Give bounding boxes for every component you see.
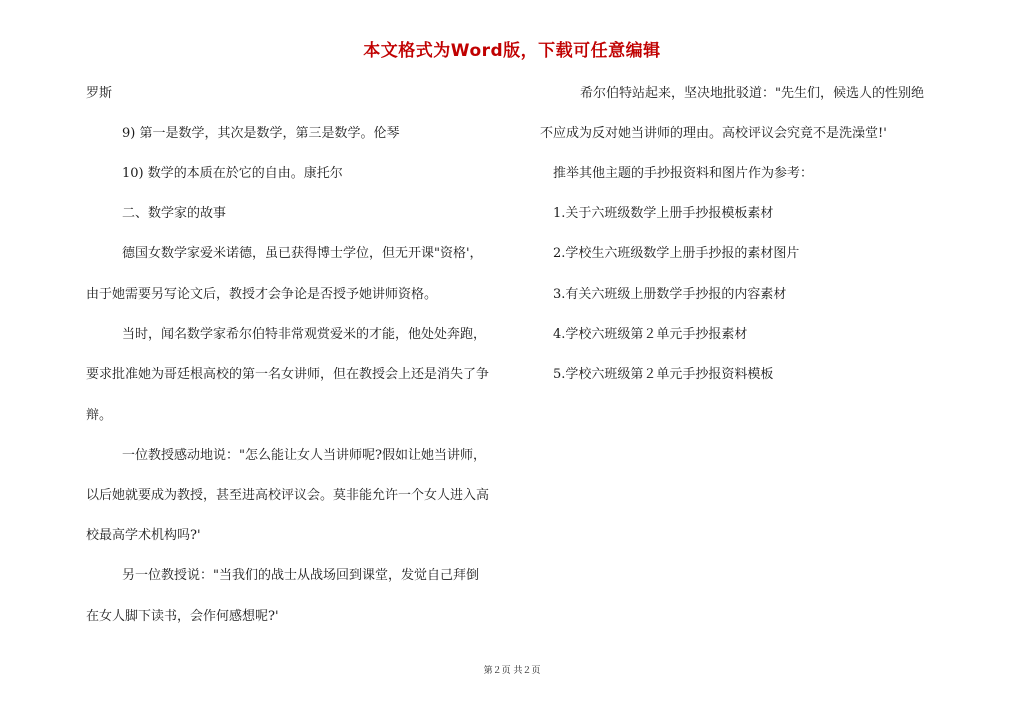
right-line-8: 5.学校六班级第２单元手抄报资料模板 [553, 367, 774, 382]
right-line-5: 2.学校生六班级数学上册手抄报的素材图片 [553, 246, 800, 261]
left-line-1: 罗斯 [86, 86, 113, 101]
document-header-title: 本文格式为Word版，下载可任意编辑 [363, 41, 661, 61]
left-line-11: 以后她就要成为教授，甚至进高校评议会。莫非能允许一个女人进入高 [86, 488, 490, 503]
right-line-6: 3.有关六班级上册数学手抄报的内容素材 [553, 287, 787, 302]
left-line-8: 要求批准她为哥廷根高校的第一名女讲师，但在教授会上还是消失了争 [86, 367, 490, 382]
right-line-2: 不应成为反对她当讲师的理由。高校评议会究竟不是洗澡堂!' [540, 126, 887, 141]
left-line-14: 在女人脚下读书，会作何感想呢?' [86, 609, 279, 624]
left-line-10: 一位教授感动地说："怎么能让女人当讲师呢?假如让她当讲师， [122, 448, 486, 463]
right-line-3: 推举其他主题的手抄报资料和图片作为参考： [553, 166, 814, 181]
right-line-1: 希尔伯特站起来，坚决地批驳道："先生们，候选人的性别绝 [580, 86, 924, 101]
page-number-footer: 第２页 共２页 [483, 666, 541, 676]
right-line-7: 4.学校六班级第２单元手抄报素材 [553, 327, 748, 342]
left-line-9: 辩。 [86, 408, 113, 423]
left-line-13: 另一位教授说："当我们的战士从战场回到课堂，发觉自己拜倒 [122, 568, 479, 583]
left-line-12: 校最高学术机构吗?' [86, 528, 201, 543]
left-line-6: 由于她需要另写论文后，教授才会争论是否授予她讲师资格。 [86, 287, 438, 302]
left-line-2: 9) 第一是数学，其次是数学，第三是数学。伦琴 [122, 126, 400, 141]
left-line-5: 德国女数学家爱米诺德，虽已获得博士学位，但无开课"资格'， [122, 246, 483, 261]
left-line-3: 10) 数学的本质在於它的自由。康托尔 [122, 166, 343, 181]
right-line-4: 1.关于六班级数学上册手抄报模板素材 [553, 206, 774, 221]
left-line-4: 二、数学家的故事 [122, 206, 227, 221]
left-line-7: 当时，闻名数学家希尔伯特非常观赏爱米的才能，他处处奔跑， [122, 327, 487, 342]
